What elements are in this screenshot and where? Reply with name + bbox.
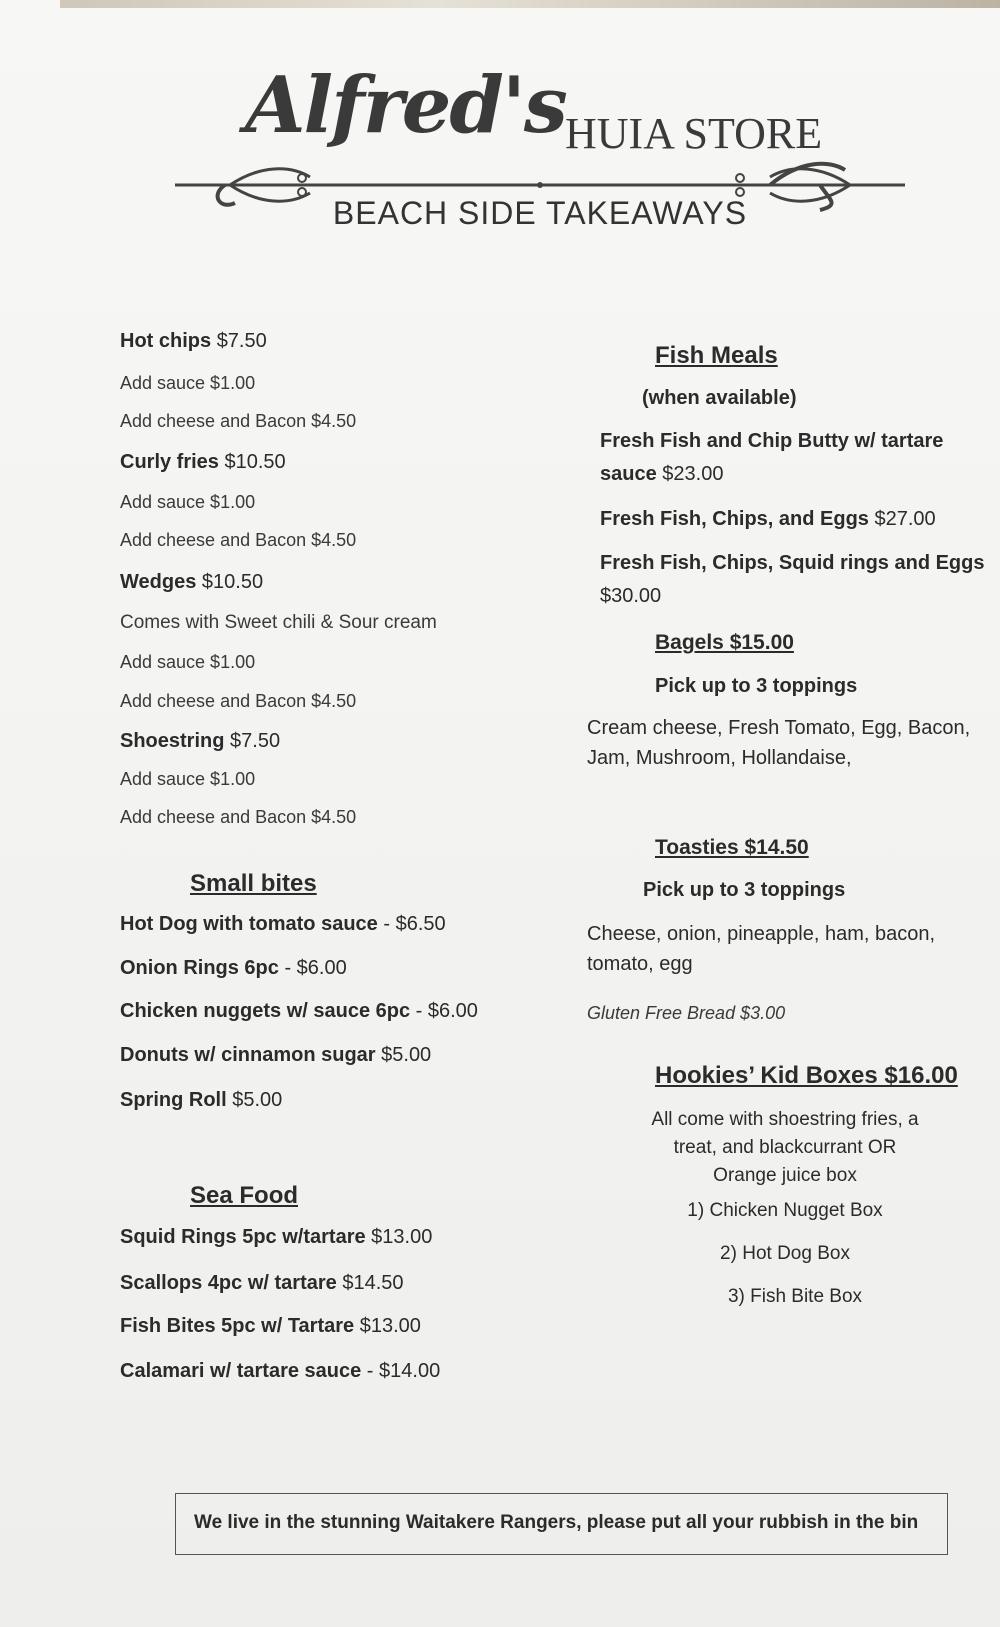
menu-item: Fish Bites 5pc w/ Tartare $13.00 xyxy=(120,1315,421,1337)
footer-notice xyxy=(175,1493,948,1555)
menu-item: Chicken nuggets w/ sauce 6pc - $6.00 xyxy=(120,1000,478,1022)
section-heading-kid-boxes: Hookies’ Kid Boxes $16.00 xyxy=(655,1062,958,1089)
menu-header xyxy=(170,60,910,250)
addon-text: Add cheese and Bacon $4.50 xyxy=(120,691,357,711)
addon-text: Add sauce $1.00 xyxy=(120,652,256,672)
section-heading-bagels: Bagels $15.00 xyxy=(655,631,794,654)
menu-item: Fresh Fish, Chips, Squid rings and Eggs xyxy=(600,552,985,574)
kid-box-description: All come with shoestring fries, a treat, and blackcurrant OR Orange juice box xyxy=(651,1109,919,1186)
logo-script-text: Alfred's xyxy=(245,60,566,151)
toppings-note: Pick up to 3 toppings xyxy=(655,675,858,697)
menu-item: $30.00 xyxy=(600,585,662,607)
menu-item: Calamari w/ tartare sauce - $14.00 xyxy=(120,1360,441,1382)
addon-text: Add cheese and Bacon $4.50 xyxy=(120,411,357,431)
section-heading-small-bites: Small bites xyxy=(190,870,317,897)
menu-item: Fresh Fish and Chip Butty w/ tartare xyxy=(600,430,944,452)
menu-item: Spring Roll $5.00 xyxy=(120,1089,283,1111)
section-heading-toasties: Toasties $14.50 xyxy=(655,836,809,859)
menu-item: Squid Rings 5pc w/tartare $13.00 xyxy=(120,1226,433,1248)
section-heading-sea-food: Sea Food xyxy=(190,1182,299,1209)
menu-item: Scallops 4pc w/ tartare $14.50 xyxy=(120,1272,404,1294)
addon-text: Add sauce $1.00 xyxy=(120,373,256,393)
menu-item: Onion Rings 6pc - $6.00 xyxy=(120,957,347,979)
menu-item: Hot Dog with tomato sauce - $6.50 xyxy=(120,913,446,935)
kid-box-option: 3) Fish Bite Box xyxy=(727,1286,863,1307)
availability-note: (when available) xyxy=(642,387,797,409)
toppings-note: Pick up to 3 toppings xyxy=(643,879,846,901)
footer-text: We live in the stunning Waitakere Rangers, please put all your rubbish in the bin xyxy=(194,1512,919,1533)
top-edge-strip xyxy=(60,0,1000,8)
menu-item: Donuts w/ cinnamon sugar $5.00 xyxy=(120,1044,432,1066)
menu-item: Hot chips $7.50 xyxy=(120,330,267,352)
addon-text: Add sauce $1.00 xyxy=(120,492,256,512)
kid-box-option: 1) Chicken Nugget Box xyxy=(687,1200,883,1221)
menu-item: Shoestring $7.50 xyxy=(120,730,281,752)
gluten-free-note: Gluten Free Bread $3.00 xyxy=(587,1003,786,1023)
store-name: HUIA STORE xyxy=(565,109,823,158)
menu-item: Curly fries $10.50 xyxy=(120,451,286,473)
addon-text: Comes with Sweet chili & Sour cream xyxy=(120,612,437,633)
kid-box-option: 2) Hot Dog Box xyxy=(720,1243,850,1264)
menu-item: Fresh Fish, Chips, and Eggs $27.00 xyxy=(600,508,936,530)
addon-text: Add cheese and Bacon $4.50 xyxy=(120,807,357,827)
addon-text: Add cheese and Bacon $4.50 xyxy=(120,530,357,550)
section-heading-fish-meals: Fish Meals xyxy=(655,342,778,369)
addon-text: Add sauce $1.00 xyxy=(120,769,256,789)
menu-item: sauce $23.00 xyxy=(600,463,724,485)
bagel-toppings: Cream cheese, Fresh Tomato, Egg, Bacon, Jam, Mushroom, Hollandaise, xyxy=(587,717,971,769)
toastie-toppings: Cheese, onion, pineapple, ham, bacon, tomato, egg xyxy=(587,923,936,975)
menu-item: Wedges $10.50 xyxy=(120,571,264,593)
subtitle: BEACH SIDE TAKEAWAYS xyxy=(332,195,748,231)
